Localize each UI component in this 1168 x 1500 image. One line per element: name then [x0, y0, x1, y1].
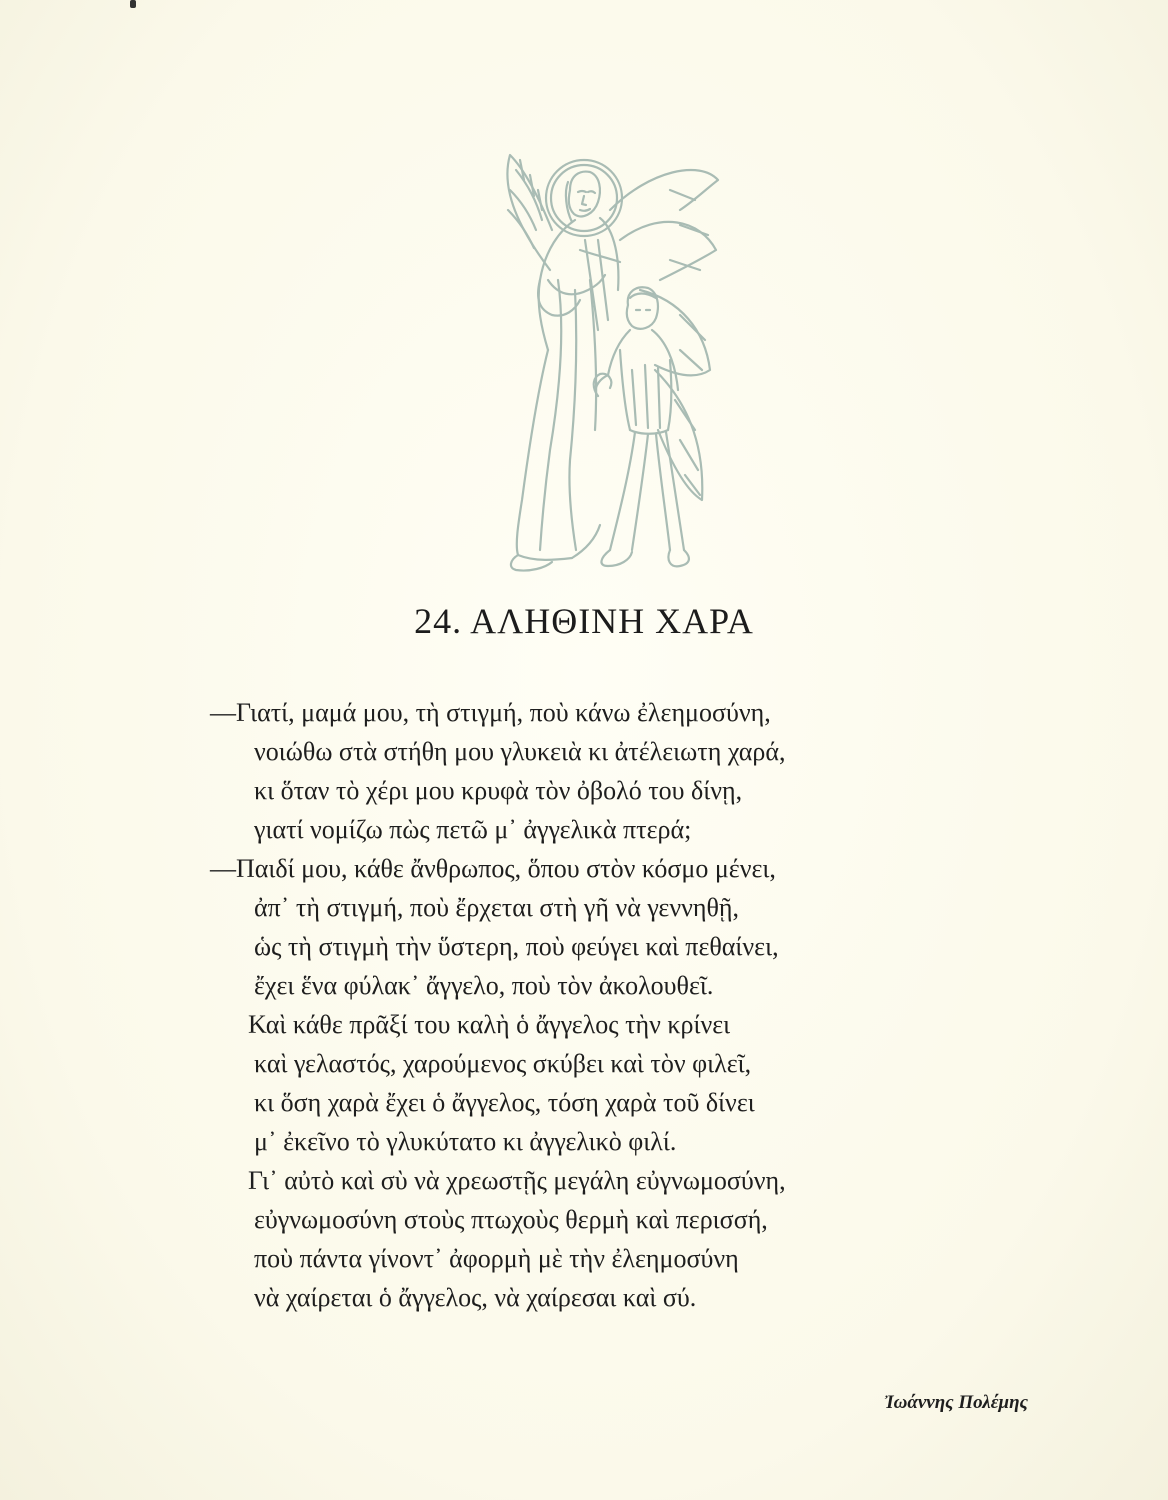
poem-body: [210, 693, 1010, 1317]
poem-line: νὰ χαίρεται ὁ ἄγγελος, νὰ χαίρεσαι καὶ σύ.: [254, 1283, 697, 1312]
angel-with-child-illustration: [480, 130, 720, 590]
poem-line: εὐγνωμοσύνη στοὺς πτωχοὺς θερμὴ καὶ περισσή,: [254, 1205, 768, 1234]
poem-line: κι ὅση χαρὰ ἔχει ὁ ἄγγελος, τόση χαρὰ τοῦ δίνει: [254, 1088, 755, 1117]
poem-title: 24. ΑΛΗΘΙΝΗ ΧΑΡΑ: [414, 601, 754, 641]
poem-line: ἀπ᾿ τὴ στιγμή, ποὺ ἔρχεται στὴ γῆ νὰ γεννηθῇ,: [254, 893, 739, 922]
poem-line: ὡς τὴ στιγμὴ τὴν ὕστερη, ποὺ φεύγει καὶ πεθαίνει,: [254, 932, 779, 961]
poem-line: Γι᾿ αὐτὸ καὶ σὺ νὰ χρεωστῇς μεγάλη εὐγνωμοσύνη,: [248, 1166, 786, 1195]
author-signature: Ἰωάννης Πολέμης: [884, 1392, 1028, 1413]
poem-line: —Γιατί, μαμά μου, τὴ στιγμή, ποὺ κάνω ἐλεημοσύνη,: [210, 698, 771, 727]
poem-line: γιατί νομίζω πὼς πετῶ μ᾿ ἀγγελικὰ πτερά;: [254, 815, 692, 844]
poem-line: ποὺ πάντα γίνοντ᾿ ἀφορμὴ μὲ τὴν ἐλεημοσύνη: [254, 1244, 739, 1273]
poem-line: νοιώθω στὰ στήθη μου γλυκειὰ κι ἀτέλειωτη χαρά,: [254, 737, 786, 766]
poem-line: —Παιδί μου, κάθε ἄνθρωπος, ὅπου στὸν κόσμο μένει,: [210, 854, 776, 883]
poem-line: ἔχει ἕνα φύλακ᾿ ἄγγελο, ποὺ τὸν ἀκολουθεῖ.: [254, 971, 714, 1000]
poem-line: καὶ γελαστός, χαρούμενος σκύβει καὶ τὸν φιλεῖ,: [254, 1049, 752, 1078]
poem-line: κι ὅταν τὸ χέρι μου κρυφὰ τὸν ὀβολό του δίνῃ,: [254, 776, 743, 805]
poem-line: μ᾿ ἐκεῖνο τὸ γλυκύτατο κι ἀγγελικὸ φιλί.: [254, 1127, 677, 1156]
angel-with-child-icon: [480, 130, 720, 590]
scan-mark: [130, 0, 136, 8]
poem-line: Καὶ κάθε πρᾶξί του καλὴ ὁ ἄγγελος τὴν κρίνει: [248, 1010, 731, 1039]
